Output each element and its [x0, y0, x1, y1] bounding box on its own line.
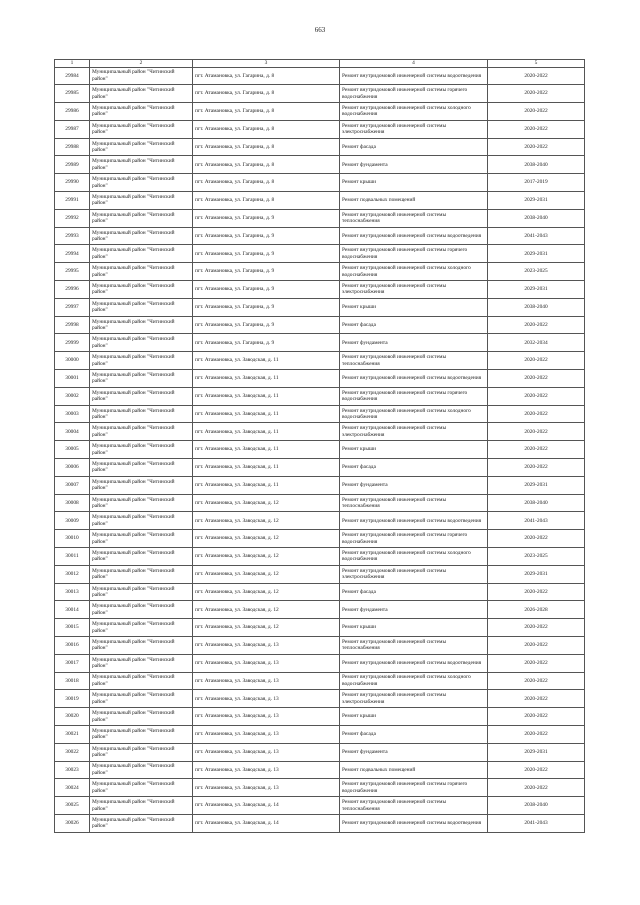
row-number: 29988	[55, 138, 90, 156]
table-row	[55, 209, 585, 227]
row-number: 30011	[55, 548, 90, 566]
table-row	[55, 192, 585, 210]
row-number: 30002	[55, 387, 90, 405]
row-number: 29990	[55, 174, 90, 192]
address-cell: пгт. Атамановка, ул. Заводская, д. 11	[193, 441, 340, 459]
table-row	[55, 387, 585, 405]
address-cell: пгт. Атамановка, ул. Гагарина, д. 9	[193, 334, 340, 352]
address-cell: пгт. Атамановка, ул. Заводская, д. 12	[193, 619, 340, 637]
work-type-cell: Ремонт внутридомовой инженерной системы водоотведения	[340, 512, 488, 530]
table-row	[55, 334, 585, 352]
row-number: 29989	[55, 156, 90, 174]
period-cell: 2020-2022	[488, 138, 585, 156]
work-type-cell: Ремонт внутридомовой инженерной системы теплоснабжения	[340, 352, 488, 370]
work-type-cell: Ремонт внутридомовой инженерной системы теплоснабжения	[340, 209, 488, 227]
address-cell: пгт. Атамановка, ул. Заводская, д. 11	[193, 352, 340, 370]
period-cell: 2038-2040	[488, 797, 585, 815]
period-cell: 2020-2022	[488, 583, 585, 601]
period-cell: 2029-2031	[488, 281, 585, 299]
row-number: 29993	[55, 227, 90, 245]
period-cell: 2038-2040	[488, 298, 585, 316]
table-row	[55, 227, 585, 245]
row-number: 29984	[55, 67, 90, 85]
address-cell: пгт. Атамановка, ул. Гагарина, д. 8	[193, 103, 340, 121]
address-cell: пгт. Атамановка, ул. Заводская, д. 14	[193, 797, 340, 815]
municipality-cell: Муниципальный район "Читинский район"	[90, 192, 193, 210]
work-type-cell: Ремонт внутридомовой инженерной системы теплоснабжения	[340, 637, 488, 655]
table-row	[55, 530, 585, 548]
address-cell: пгт. Атамановка, ул. Гагарина, д. 8	[193, 120, 340, 138]
table-row	[55, 743, 585, 761]
address-cell: пгт. Атамановка, ул. Заводская, д. 13	[193, 779, 340, 797]
table-body	[55, 67, 585, 832]
period-cell: 2020-2022	[488, 654, 585, 672]
municipality-cell: Муниципальный район "Читинский район"	[90, 530, 193, 548]
address-cell: пгт. Атамановка, ул. Заводская, д. 11	[193, 459, 340, 477]
table-row	[55, 814, 585, 832]
repair-schedule-table	[54, 59, 585, 833]
period-cell: 2041-2043	[488, 814, 585, 832]
municipality-cell: Муниципальный район "Читинский район"	[90, 174, 193, 192]
period-cell: 2029-2031	[488, 476, 585, 494]
row-number: 30009	[55, 512, 90, 530]
table-row	[55, 672, 585, 690]
row-number: 30024	[55, 779, 90, 797]
row-number: 29997	[55, 298, 90, 316]
work-type-cell: Ремонт внутридомовой инженерной системы водоотведения	[340, 67, 488, 85]
column-header-4: 4	[340, 60, 488, 68]
period-cell: 2038-2040	[488, 494, 585, 512]
municipality-cell: Муниципальный район "Читинский район"	[90, 263, 193, 281]
address-cell: пгт. Атамановка, ул. Гагарина, д. 9	[193, 245, 340, 263]
period-cell: 2020-2022	[488, 725, 585, 743]
table-row	[55, 797, 585, 815]
address-cell: пгт. Атамановка, ул. Заводская, д. 13	[193, 637, 340, 655]
row-number: 30005	[55, 441, 90, 459]
work-type-cell: Ремонт внутридомовой инженерной системы теплоснабжения	[340, 797, 488, 815]
address-cell: пгт. Атамановка, ул. Заводская, д. 12	[193, 583, 340, 601]
municipality-cell: Муниципальный район "Читинский район"	[90, 441, 193, 459]
period-cell: 2023-2025	[488, 263, 585, 281]
table-row	[55, 245, 585, 263]
municipality-cell: Муниципальный район "Читинский район"	[90, 352, 193, 370]
work-type-cell: Ремонт фундамента	[340, 334, 488, 352]
municipality-cell: Муниципальный район "Читинский район"	[90, 779, 193, 797]
row-number: 29998	[55, 316, 90, 334]
address-cell: пгт. Атамановка, ул. Заводская, д. 13	[193, 743, 340, 761]
work-type-cell: Ремонт внутридомовой инженерной системы холодного водоснабжения	[340, 672, 488, 690]
row-number: 30004	[55, 423, 90, 441]
table-row	[55, 370, 585, 388]
municipality-cell: Муниципальный район "Читинский район"	[90, 227, 193, 245]
row-number: 29999	[55, 334, 90, 352]
table-row	[55, 494, 585, 512]
work-type-cell: Ремонт внутридомовой инженерной системы горячего водоснабжения	[340, 245, 488, 263]
table-row	[55, 120, 585, 138]
table-header-row	[55, 60, 585, 68]
row-number: 30017	[55, 654, 90, 672]
address-cell: пгт. Атамановка, ул. Заводская, д. 12	[193, 530, 340, 548]
work-type-cell: Ремонт внутридомовой инженерной системы водоотведения	[340, 654, 488, 672]
address-cell: пгт. Атамановка, ул. Заводская, д. 13	[193, 654, 340, 672]
municipality-cell: Муниципальный район "Читинский район"	[90, 387, 193, 405]
period-cell: 2029-2031	[488, 743, 585, 761]
table-row	[55, 619, 585, 637]
row-number: 29995	[55, 263, 90, 281]
row-number: 30018	[55, 672, 90, 690]
municipality-cell: Муниципальный район "Читинский район"	[90, 637, 193, 655]
row-number: 30010	[55, 530, 90, 548]
address-cell: пгт. Атамановка, ул. Заводская, д. 13	[193, 708, 340, 726]
address-cell: пгт. Атамановка, ул. Заводская, д. 12	[193, 548, 340, 566]
row-number: 30008	[55, 494, 90, 512]
row-number: 30014	[55, 601, 90, 619]
period-cell: 2020-2022	[488, 708, 585, 726]
work-type-cell: Ремонт фасада	[340, 583, 488, 601]
municipality-cell: Муниципальный район "Читинский район"	[90, 619, 193, 637]
address-cell: пгт. Атамановка, ул. Заводская, д. 11	[193, 405, 340, 423]
municipality-cell: Муниципальный район "Читинский район"	[90, 761, 193, 779]
work-type-cell: Ремонт внутридомовой инженерной системы электроснабжения	[340, 120, 488, 138]
work-type-cell: Ремонт внутридомовой инженерной системы горячего водоснабжения	[340, 85, 488, 103]
table-row	[55, 423, 585, 441]
address-cell: пгт. Атамановка, ул. Заводская, д. 12	[193, 565, 340, 583]
table-row	[55, 441, 585, 459]
period-cell: 2026-2028	[488, 601, 585, 619]
work-type-cell: Ремонт фасада	[340, 459, 488, 477]
municipality-cell: Муниципальный район "Читинский район"	[90, 85, 193, 103]
table-row	[55, 138, 585, 156]
period-cell: 2020-2022	[488, 120, 585, 138]
table-row	[55, 405, 585, 423]
address-cell: пгт. Атамановка, ул. Гагарина, д. 9	[193, 209, 340, 227]
period-cell: 2020-2022	[488, 103, 585, 121]
address-cell: пгт. Атамановка, ул. Заводская, д. 13	[193, 761, 340, 779]
row-number: 30016	[55, 637, 90, 655]
work-type-cell: Ремонт крыши	[340, 619, 488, 637]
period-cell: 2020-2022	[488, 352, 585, 370]
row-number: 30023	[55, 761, 90, 779]
municipality-cell: Муниципальный район "Читинский район"	[90, 405, 193, 423]
period-cell: 2029-2031	[488, 565, 585, 583]
municipality-cell: Муниципальный район "Читинский район"	[90, 423, 193, 441]
municipality-cell: Муниципальный район "Читинский район"	[90, 67, 193, 85]
work-type-cell: Ремонт крыши	[340, 174, 488, 192]
work-type-cell: Ремонт внутридомовой инженерной системы холодного водоснабжения	[340, 548, 488, 566]
address-cell: пгт. Атамановка, ул. Заводская, д. 11	[193, 370, 340, 388]
row-number: 30022	[55, 743, 90, 761]
municipality-cell: Муниципальный район "Читинский район"	[90, 797, 193, 815]
work-type-cell: Ремонт внутридомовой инженерной системы холодного водоснабжения	[340, 405, 488, 423]
period-cell: 2020-2022	[488, 672, 585, 690]
municipality-cell: Муниципальный район "Читинский район"	[90, 601, 193, 619]
address-cell: пгт. Атамановка, ул. Гагарина, д. 9	[193, 298, 340, 316]
period-cell: 2020-2022	[488, 370, 585, 388]
address-cell: пгт. Атамановка, ул. Гагарина, д. 9	[193, 227, 340, 245]
table-row	[55, 85, 585, 103]
table-row	[55, 459, 585, 477]
address-cell: пгт. Атамановка, ул. Заводская, д. 12	[193, 601, 340, 619]
work-type-cell: Ремонт внутридомовой инженерной системы электроснабжения	[340, 423, 488, 441]
address-cell: пгт. Атамановка, ул. Гагарина, д. 9	[193, 281, 340, 299]
period-cell: 2041-2043	[488, 227, 585, 245]
municipality-cell: Муниципальный район "Читинский район"	[90, 512, 193, 530]
municipality-cell: Муниципальный район "Читинский район"	[90, 459, 193, 477]
address-cell: пгт. Атамановка, ул. Гагарина, д. 9	[193, 263, 340, 281]
municipality-cell: Муниципальный район "Читинский район"	[90, 494, 193, 512]
table-row	[55, 281, 585, 299]
row-number: 30025	[55, 797, 90, 815]
work-type-cell: Ремонт крыши	[340, 708, 488, 726]
table-row	[55, 637, 585, 655]
work-type-cell: Ремонт внутридомовой инженерной системы водоотведения	[340, 814, 488, 832]
table-row	[55, 156, 585, 174]
work-type-cell: Ремонт внутридомовой инженерной системы электроснабжения	[340, 565, 488, 583]
period-cell: 2020-2022	[488, 619, 585, 637]
period-cell: 2020-2022	[488, 67, 585, 85]
work-type-cell: Ремонт внутридомовой инженерной системы электроснабжения	[340, 690, 488, 708]
municipality-cell: Муниципальный район "Читинский район"	[90, 654, 193, 672]
municipality-cell: Муниципальный район "Читинский район"	[90, 298, 193, 316]
address-cell: пгт. Атамановка, ул. Заводская, д. 11	[193, 476, 340, 494]
row-number: 29985	[55, 85, 90, 103]
table-row	[55, 512, 585, 530]
work-type-cell: Ремонт внутридомовой инженерной системы горячего водоснабжения	[340, 779, 488, 797]
row-number: 30006	[55, 459, 90, 477]
period-cell: 2029-2031	[488, 192, 585, 210]
period-cell: 2020-2022	[488, 387, 585, 405]
period-cell: 2020-2022	[488, 441, 585, 459]
address-cell: пгт. Атамановка, ул. Гагарина, д. 8	[193, 192, 340, 210]
municipality-cell: Муниципальный район "Читинский район"	[90, 672, 193, 690]
work-type-cell: Ремонт крыши	[340, 298, 488, 316]
column-header-2: 2	[90, 60, 193, 68]
municipality-cell: Муниципальный район "Читинский район"	[90, 370, 193, 388]
table-row	[55, 583, 585, 601]
municipality-cell: Муниципальный район "Читинский район"	[90, 209, 193, 227]
address-cell: пгт. Атамановка, ул. Заводская, д. 13	[193, 725, 340, 743]
address-cell: пгт. Атамановка, ул. Заводская, д. 13	[193, 690, 340, 708]
work-type-cell: Ремонт фасада	[340, 138, 488, 156]
table-row	[55, 476, 585, 494]
municipality-cell: Муниципальный район "Читинский район"	[90, 725, 193, 743]
municipality-cell: Муниципальный район "Читинский район"	[90, 565, 193, 583]
work-type-cell: Ремонт крыши	[340, 441, 488, 459]
municipality-cell: Муниципальный район "Читинский район"	[90, 814, 193, 832]
row-number: 30026	[55, 814, 90, 832]
address-cell: пгт. Атамановка, ул. Гагарина, д. 8	[193, 85, 340, 103]
row-number: 30013	[55, 583, 90, 601]
row-number: 30021	[55, 725, 90, 743]
work-type-cell: Ремонт подвальных помещений	[340, 192, 488, 210]
municipality-cell: Муниципальный район "Читинский район"	[90, 690, 193, 708]
address-cell: пгт. Атамановка, ул. Заводская, д. 13	[193, 672, 340, 690]
row-number: 30001	[55, 370, 90, 388]
row-number: 29987	[55, 120, 90, 138]
work-type-cell: Ремонт фасада	[340, 316, 488, 334]
period-cell: 2041-2043	[488, 512, 585, 530]
period-cell: 2032-2034	[488, 334, 585, 352]
row-number: 30015	[55, 619, 90, 637]
address-cell: пгт. Атамановка, ул. Гагарина, д. 9	[193, 316, 340, 334]
municipality-cell: Муниципальный район "Читинский район"	[90, 156, 193, 174]
period-cell: 2020-2022	[488, 423, 585, 441]
row-number: 29986	[55, 103, 90, 121]
row-number: 30019	[55, 690, 90, 708]
row-number: 29996	[55, 281, 90, 299]
page-number: 663	[314, 26, 326, 34]
municipality-cell: Муниципальный район "Читинский район"	[90, 316, 193, 334]
municipality-cell: Муниципальный район "Читинский район"	[90, 548, 193, 566]
table-row	[55, 316, 585, 334]
table-row	[55, 67, 585, 85]
work-type-cell: Ремонт фасада	[340, 725, 488, 743]
row-number: 30003	[55, 405, 90, 423]
row-number: 30007	[55, 476, 90, 494]
table-row	[55, 761, 585, 779]
period-cell: 2020-2022	[488, 85, 585, 103]
column-header-3: 3	[193, 60, 340, 68]
table-row	[55, 352, 585, 370]
table-row	[55, 601, 585, 619]
column-header-1: 1	[55, 60, 90, 68]
table-row	[55, 174, 585, 192]
period-cell: 2020-2022	[488, 530, 585, 548]
column-header-5: 5	[488, 60, 585, 68]
table-row	[55, 548, 585, 566]
work-type-cell: Ремонт внутридомовой инженерной системы холодного водоснабжения	[340, 103, 488, 121]
work-type-cell: Ремонт внутридомовой инженерной системы холодного водоснабжения	[340, 263, 488, 281]
address-cell: пгт. Атамановка, ул. Заводская, д. 12	[193, 494, 340, 512]
work-type-cell: Ремонт внутридомовой инженерной системы электроснабжения	[340, 281, 488, 299]
work-type-cell: Ремонт внутридомовой инженерной системы горячего водоснабжения	[340, 387, 488, 405]
municipality-cell: Муниципальный район "Читинский район"	[90, 138, 193, 156]
address-cell: пгт. Атамановка, ул. Заводская, д. 12	[193, 512, 340, 530]
work-type-cell: Ремонт фундамента	[340, 156, 488, 174]
address-cell: пгт. Атамановка, ул. Гагарина, д. 8	[193, 174, 340, 192]
municipality-cell: Муниципальный район "Читинский район"	[90, 120, 193, 138]
period-cell: 2020-2022	[488, 459, 585, 477]
table-row	[55, 103, 585, 121]
work-type-cell: Ремонт внутридомовой инженерной системы горячего водоснабжения	[340, 530, 488, 548]
table-row	[55, 708, 585, 726]
table-row	[55, 298, 585, 316]
municipality-cell: Муниципальный район "Читинский район"	[90, 245, 193, 263]
row-number: 29994	[55, 245, 90, 263]
address-cell: пгт. Атамановка, ул. Гагарина, д. 8	[193, 138, 340, 156]
row-number: 29991	[55, 192, 90, 210]
row-number: 30020	[55, 708, 90, 726]
municipality-cell: Муниципальный район "Читинский район"	[90, 103, 193, 121]
municipality-cell: Муниципальный район "Читинский район"	[90, 334, 193, 352]
period-cell: 2029-2031	[488, 245, 585, 263]
work-type-cell: Ремонт внутридомовой инженерной системы водоотведения	[340, 370, 488, 388]
table-row	[55, 565, 585, 583]
work-type-cell: Ремонт подвальных помещений	[340, 761, 488, 779]
table-row	[55, 725, 585, 743]
table-row	[55, 779, 585, 797]
municipality-cell: Муниципальный район "Читинский район"	[90, 583, 193, 601]
period-cell: 2017-2019	[488, 174, 585, 192]
row-number: 30012	[55, 565, 90, 583]
period-cell: 2023-2025	[488, 548, 585, 566]
work-type-cell: Ремонт фундамента	[340, 476, 488, 494]
period-cell: 2038-2040	[488, 209, 585, 227]
address-cell: пгт. Атамановка, ул. Заводская, д. 14	[193, 814, 340, 832]
table-row	[55, 263, 585, 281]
municipality-cell: Муниципальный район "Читинский район"	[90, 476, 193, 494]
municipality-cell: Муниципальный район "Читинский район"	[90, 281, 193, 299]
work-type-cell: Ремонт фундамента	[340, 601, 488, 619]
period-cell: 2038-2040	[488, 156, 585, 174]
period-cell: 2020-2022	[488, 405, 585, 423]
work-type-cell: Ремонт внутридомовой инженерной системы теплоснабжения	[340, 494, 488, 512]
row-number: 30000	[55, 352, 90, 370]
work-type-cell: Ремонт фундамента	[340, 743, 488, 761]
address-cell: пгт. Атамановка, ул. Гагарина, д. 8	[193, 156, 340, 174]
period-cell: 2020-2022	[488, 779, 585, 797]
period-cell: 2020-2022	[488, 761, 585, 779]
table-row	[55, 654, 585, 672]
address-cell: пгт. Атамановка, ул. Заводская, д. 11	[193, 423, 340, 441]
period-cell: 2020-2022	[488, 637, 585, 655]
municipality-cell: Муниципальный район "Читинский район"	[90, 743, 193, 761]
period-cell: 2020-2022	[488, 690, 585, 708]
period-cell: 2020-2022	[488, 316, 585, 334]
municipality-cell: Муниципальный район "Читинский район"	[90, 708, 193, 726]
table-row	[55, 690, 585, 708]
address-cell: пгт. Атамановка, ул. Заводская, д. 11	[193, 387, 340, 405]
row-number: 29992	[55, 209, 90, 227]
address-cell: пгт. Атамановка, ул. Гагарина, д. 8	[193, 67, 340, 85]
work-type-cell: Ремонт внутридомовой инженерной системы водоотведения	[340, 227, 488, 245]
